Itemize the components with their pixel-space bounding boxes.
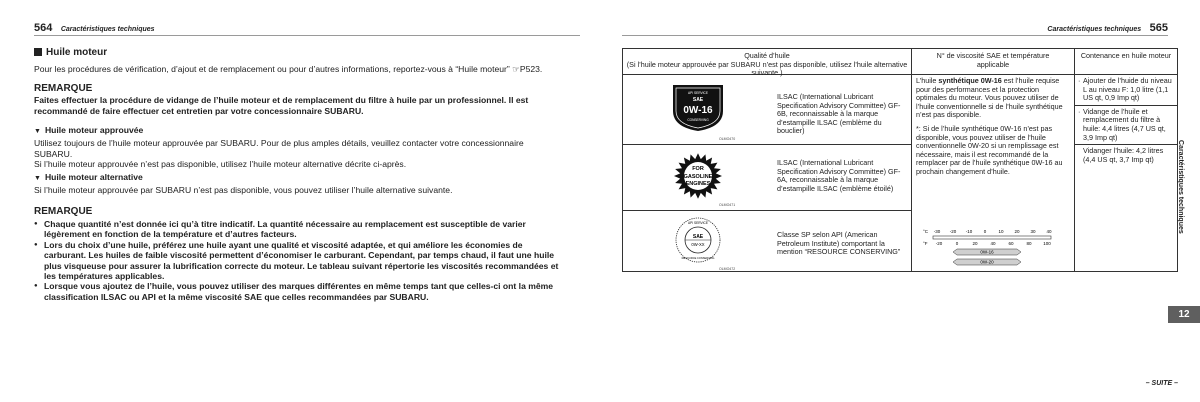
- header-capacity: Contenance en huile moteur: [1080, 51, 1172, 60]
- left-page-number: 564: [34, 22, 53, 34]
- subsection-approved: ▼ Huile moteur approuvée: [34, 125, 144, 136]
- section-title: Huile moteur: [34, 48, 560, 58]
- header-quality: Qualité d’huile (Si l’huile moteur approuvée par SUBARU n’est pas disponible, utilisez l’huile alternative suivante.): [626, 51, 908, 78]
- celsius-tick: -10: [965, 229, 973, 234]
- fahrenheit-tick: 20: [972, 241, 978, 246]
- intro-text: Pour les procédures de vérification, d’ajout et de remplacement ou pour d’autres informations, reportez-vous à “Huile moteur” ☞P523.: [34, 64, 543, 75]
- approved-text-1: Utilisez toujours de l’huile moteur approuvée par SUBARU. Pour de plus amples détails, veuillez contacter votre concessionnaire SUBARU.: [34, 138, 524, 159]
- fahrenheit-tick: -20: [935, 241, 943, 246]
- celsius-tick: 30: [1030, 229, 1036, 234]
- right-header: [622, 18, 1168, 36]
- header-viscosity: N° de viscosité SAE et température applicable: [936, 51, 1050, 69]
- shield-sae-text: SAE: [692, 97, 704, 103]
- side-section-label: Caractéristiques techniques: [1177, 140, 1184, 234]
- remarque-text-1: Faites effectuer la procédure de vidange de l’huile moteur et de remplacement du filtre à huile par un professionnel. Il est recommandé de faire effectuer cet entretien par votre concessionnaire SUBARU.: [34, 95, 529, 116]
- list-item: ● Chaque quantité n’est donnée ici qu’à titre indicatif. La quantité nécessaire au remplacement est susceptible de varier légèrement en fonction de la température et d’autres facteurs.: [34, 219, 560, 240]
- donut-bottom-text: RESOURCE CONSERVING: [681, 257, 715, 260]
- grade-0w16-label: 0W-16: [980, 249, 994, 255]
- chapter-tab[interactable]: 12: [1168, 306, 1200, 323]
- approved-text-2: Si l’huile moteur approuvée n’est pas disponible, utilisez l’huile moteur alternative décrite ci-après.: [34, 159, 407, 170]
- right-running-title: Caractéristiques techniques: [1047, 26, 1142, 33]
- alternative-text: Si l’huile moteur approuvée par SUBARU n’est pas disponible, vous pouvez utiliser l’huile alternative suivante.: [34, 185, 453, 196]
- capacity-item-2: · Vidange de l’huile et remplacement du filtre à huile: 4,4 litres (4,7 US qt, 3,9 Imp qt): [1078, 108, 1174, 142]
- viscosity-note: *: Si de l’huile synthétique 0W-16 n’est pas disponible, vous pouvez utiliser de l’huile conventionnelle 0W-20 si un remplissage est nécessaire, mais il est recommandé de la remplacer par de l’huile synthétique 0W-16 au prochain changement d’huile.: [916, 123, 1063, 176]
- celsius-label: °C: [923, 229, 929, 234]
- capacity-drain: Vidanger l’huile: 4,2 litres (4,4 US qt, 3,7 Imp qt): [1083, 146, 1164, 164]
- left-body: [34, 48, 560, 302]
- fahrenheit-tick: 0: [955, 241, 959, 246]
- left-running-title: Caractéristiques techniques: [60, 26, 155, 33]
- remarque-title-1: REMARQUE: [34, 82, 93, 94]
- triangle-down-icon: ▼: [34, 174, 41, 182]
- triangle-down-icon: ▼: [34, 128, 41, 136]
- celsius-tick: 0: [983, 229, 987, 234]
- capacity-item-1: · Ajouter de l’huide du niveau L au niveau F: 1,0 litre (1,1 US qt, 0,9 Imp qt): [1078, 77, 1174, 103]
- table-header-row: [623, 49, 1177, 78]
- viscosity-cell: [913, 77, 1073, 177]
- donut-sae-text: SAE: [692, 234, 704, 240]
- celsius-tick: -20: [949, 229, 957, 234]
- celsius-tick: 10: [998, 229, 1004, 234]
- ilsac-shield-logo: [661, 83, 735, 133]
- ilsac-starburst-logo: [661, 151, 735, 201]
- shield-bottom-text: CONSERVING: [687, 118, 709, 122]
- fahrenheit-tick: 100: [1043, 241, 1051, 246]
- list-item: ● Lors du choix d’une huile, préférez une huile ayant une qualité et viscosité adaptée, et qui améliore les économies de carburant. Les huiles de faible viscosité permettent d’économiser le carburant. Cependant, par temps chaud, il faut une huile plus visqueuse pour assurer la lubrification correcte du moteur. Le tableau suivant répertorie les viscosités recommandées et les températures applicables.: [34, 240, 560, 282]
- fahrenheit-tick: 60: [1008, 241, 1014, 246]
- logo-code-2: OLMO471: [719, 203, 736, 207]
- star-line2: GASOLINE: [683, 174, 713, 180]
- logo-code-3: OLMO472: [719, 267, 736, 271]
- fahrenheit-tick: 80: [1026, 241, 1032, 246]
- temperature-chart: [923, 227, 1057, 267]
- donut-grade-text: 0W-XX: [691, 242, 705, 247]
- api-donut-logo: [661, 215, 735, 265]
- right-page-number: 565: [1149, 22, 1168, 34]
- quality-desc-2: ILSAC (International Lubricant Specification Advisory Committee) GF-6A, reconnaissable à la marque d’estampille ILSAC (emblème étoilé): [777, 158, 901, 193]
- celsius-tick: 40: [1046, 229, 1052, 234]
- oil-spec-table: [622, 48, 1178, 272]
- star-line3: ENGINES: [685, 181, 711, 187]
- shield-top-text: API SERVICE: [688, 91, 708, 95]
- subsection-alternative: ▼ Huile moteur alternative: [34, 171, 143, 182]
- right-page: [600, 0, 1200, 402]
- square-bullet-icon: [34, 48, 42, 56]
- star-line1: FOR: [692, 166, 704, 172]
- list-item: ● Lorsque vous ajoutez de l’huile, vous pouvez utiliser des marques différentes en même temps tant que celles-ci ont la même classification ILSAC ou API et la même viscosité SAE que celles recommandées par SUBARU.: [34, 281, 560, 302]
- donut-top-text: API SERVICE: [688, 221, 708, 225]
- remarque-list: [34, 219, 560, 302]
- grade-0w20-label: 0W-20: [980, 259, 994, 265]
- continued-label: – SUITE –: [1145, 380, 1178, 387]
- logo-code-1: OLMO470: [719, 137, 736, 141]
- fahrenheit-label: °F: [923, 241, 928, 246]
- celsius-tick: -30: [933, 229, 941, 234]
- fahrenheit-tick: 40: [990, 241, 996, 246]
- capacity-cell: [1075, 77, 1177, 164]
- viscosity-text: L’huile synthétique 0W-16 est l’huile requise pour des performances et la protection optimales du moteur. Vous pouvez utiliser de l’huile conventionnelle si de l’huile synthétique n’est pas disponible.: [916, 76, 1063, 120]
- celsius-tick: 20: [1014, 229, 1020, 234]
- shield-grade-text: 0W-16: [683, 105, 713, 116]
- left-header: [34, 18, 580, 36]
- quality-desc-3: Classe SP selon API (American Petroleum Institute) comportant la mention “RESOURCE CONSERVING”: [777, 230, 901, 257]
- quality-desc-1: ILSAC (International Lubricant Specification Advisory Committee) GF-6B, reconnaissable à la marque d’estampille ILSAC (emblème du bouclier): [777, 92, 901, 136]
- remarque-title-2: REMARQUE: [34, 206, 93, 218]
